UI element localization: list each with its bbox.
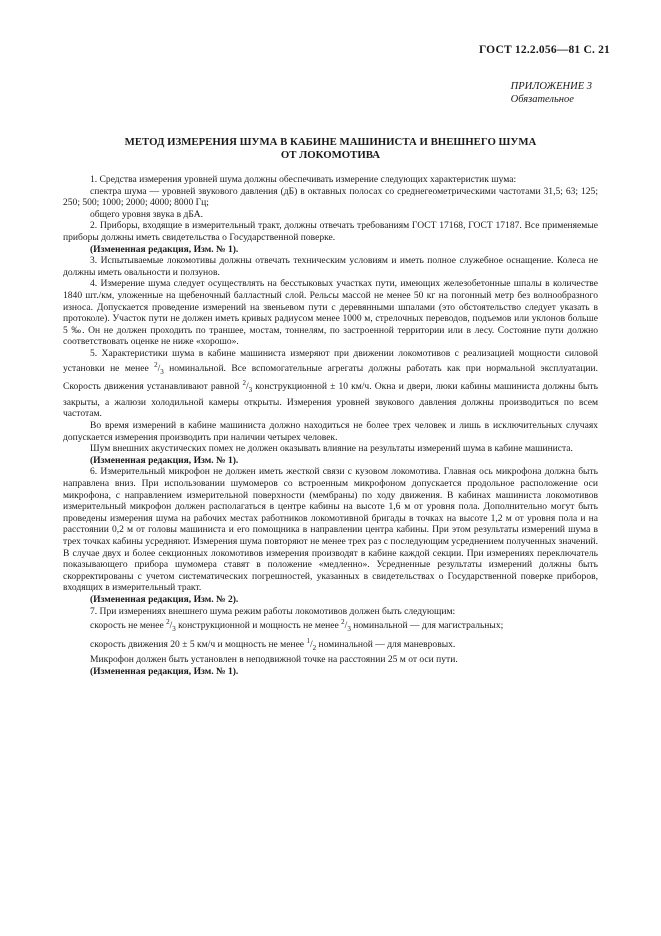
paragraph-7a — [63, 617, 598, 636]
fraction-denominator: 3 — [248, 386, 253, 395]
paragraph-5-part-a: 5. Характеристики шума в кабине машиниста измеряют при движении локомотивов с реализацией мощности силовой установки не менее — [63, 347, 598, 374]
fraction-slash: / — [309, 638, 313, 650]
fraction-slash: / — [344, 620, 348, 632]
title-line-1: МЕТОД ИЗМЕРЕНИЯ ШУМА В КАБИНЕ МАШИНИСТА И ВНЕШНЕГО ШУМА — [124, 136, 537, 148]
paragraph-7a-part-b: конструкционной и мощность не менее — [178, 620, 339, 632]
fraction-numerator: 2 — [166, 618, 170, 627]
paragraph-7b-part-a: скорость движения 20 ± 5 км/ч и мощность не менее — [90, 638, 305, 650]
amendment-note-1: (Измененная редакция, Изм. № 1). — [90, 243, 239, 255]
fraction-slash: / — [169, 620, 173, 632]
paragraph-4: 4. Измерение шума следует осуществлять на бесстыковых участках пути, имеющих железобетонные шпалы в количестве 1840 шт./км, уложенные на щебеночный балластный слой. Рельсы массой не менее 50 кг на погонный метр без волнообразного износа. Допускается проведение измерений на звеньевом пути с деревянными шпалами (это обстоятельство следует указать в протоколе). Участок пути не должен иметь кривых радиусом менее 1000 м, стрелочных переводов, подъемов или уклонов больше 5 ‰. Он не должен проходить по траншее, мостам, тоннелям, по застроенной территории или в лесу. Состояние пути должно соответствовать оценке не ниже «хорошо». — [63, 278, 598, 348]
paragraph-2: 2. Приборы, входящие в измерительный тракт, должны отвечать требованиям ГОСТ 17168, ГОСТ 17187. Все применяемые приборы должны иметь свидетельства о Государственной поверке. — [63, 220, 598, 243]
paragraph-5-part-c: конструкционной ± 10 км/ч. Окна и двери, люки кабины машиниста должны быть закрыты, а жалюзи холодильной камеры открыты. Измерения уровней звукового давления должны производиться по всем частотам. — [63, 381, 598, 420]
appendix-label: ПРИЛОЖЕНИЕ 3 — [510, 81, 592, 92]
fraction-denominator: 3 — [160, 367, 164, 376]
paragraph-1b: общего уровня звука в дБА. — [90, 208, 204, 220]
paragraph-7a-part-c: номинальной — для магистральных; — [353, 620, 504, 632]
title-line-2: ОТ ЛОКОМОТИВА — [280, 149, 381, 161]
fraction-numerator: 2 — [242, 379, 247, 388]
appendix-block — [511, 80, 592, 106]
document-body — [63, 174, 598, 678]
paragraph-7b — [63, 636, 598, 655]
paragraph-7b-part-b: номинальной — для маневровых. — [318, 638, 456, 650]
paragraph-5b: Во время измерений в кабине машиниста должно находиться не более трех человек и лишь в исключительных случаях допускается измерения производить при наличии четырех человек. — [63, 420, 598, 443]
paragraph-6: 6. Измерительный микрофон не должен иметь жесткой связи с кузовом локомотива. Главная ось микрофона должна быть направлена вниз. При использовании шумомеров со встроенным микрофоном допускается продольное расположение оси микрофона, с направлением измерительной поверхности (мембраны) по ходу движения. В кабинах машиниста локомотивов измерительный микрофон должен располагаться в центре кабины на высоте 1,6 м от уровня пола. Дополнительно могут быть проведены измерения шума на рабочих местах работников локомотивной бригады в точках на высоте 1,2 м от уровня пола и на расстоянии 0,2 м от головы машиниста и его помощника в направлении центра кабины. При этом результаты измерений шума в трех точках кабины усредняют. Измерения шума повторяют не менее трех раз с последующим усреднением полученных значений. В случае двух и более секционных локомотивов измерения производят в кабине каждой секции. При измерениях переключатель показывающего прибора шумомера ставят в положение «медленно». Усредненные результаты измерений должны быть скорректированы с учетом систематических погрешностей, указанных в свидетельствах о Государственной поверке приборов, входящих в измерительный тракт. — [63, 466, 598, 594]
paragraph-5-part-b: номинальной. Все вспомогательные агрегаты должны работать как при нормальной эксплуатации. Скорость движения устанавливают равной — [63, 362, 599, 393]
paragraph-3: 3. Испытываемые локомотивы должны отвечать техническим условиям и иметь полное служебное оснащение. Колеса не должны иметь овальности и ползунов. — [63, 255, 598, 278]
fraction-denominator: 3 — [347, 625, 351, 634]
amendment-note-2: (Измененная редакция, Изм. № 1). — [90, 454, 239, 466]
appendix-status: Обязательное — [510, 94, 574, 105]
paragraph-7a-part-a: скорость не менее — [90, 620, 164, 632]
fraction-numerator: 1 — [306, 636, 310, 645]
paragraph-7: 7. При измерениях внешнего шума режим работы локомотивов должен быть следующим: — [90, 605, 456, 617]
document-title — [64, 136, 597, 162]
paragraph-5 — [63, 348, 598, 420]
fraction-numerator: 2 — [154, 360, 158, 369]
fraction-denominator: 3 — [172, 625, 176, 634]
fraction-numerator: 2 — [341, 618, 345, 627]
paragraph-1a: спектра шума — уровней звукового давления (дБ) в октавных полосах со среднегеометрическими частотами 31,5; 63; 125; 250; 500; 1000; 2000; 4000; 8000 Гц; — [63, 185, 598, 209]
paragraph-1: 1. Средства измерения уровней шума должны обеспечивать измерение следующих характеристик шума: — [90, 174, 517, 185]
amendment-note-3: (Измененная редакция, Изм. № 2). — [90, 593, 239, 605]
fraction-slash: / — [246, 381, 249, 393]
amendment-note-4: (Измененная редакция, Изм. № 1). — [90, 666, 239, 678]
paragraph-7c: Микрофон должен быть установлен в неподвижной точке на расстоянии 25 м от оси пути. — [90, 654, 458, 666]
fraction-slash: / — [157, 362, 161, 374]
page-header: ГОСТ 12.2.056—81 С. 21 — [478, 44, 610, 56]
paragraph-5c: Шум внешних акустических помех не должен оказывать влияние на результаты измерений шума в кабине машиниста. — [90, 443, 573, 455]
fraction-denominator: 2 — [312, 643, 317, 652]
